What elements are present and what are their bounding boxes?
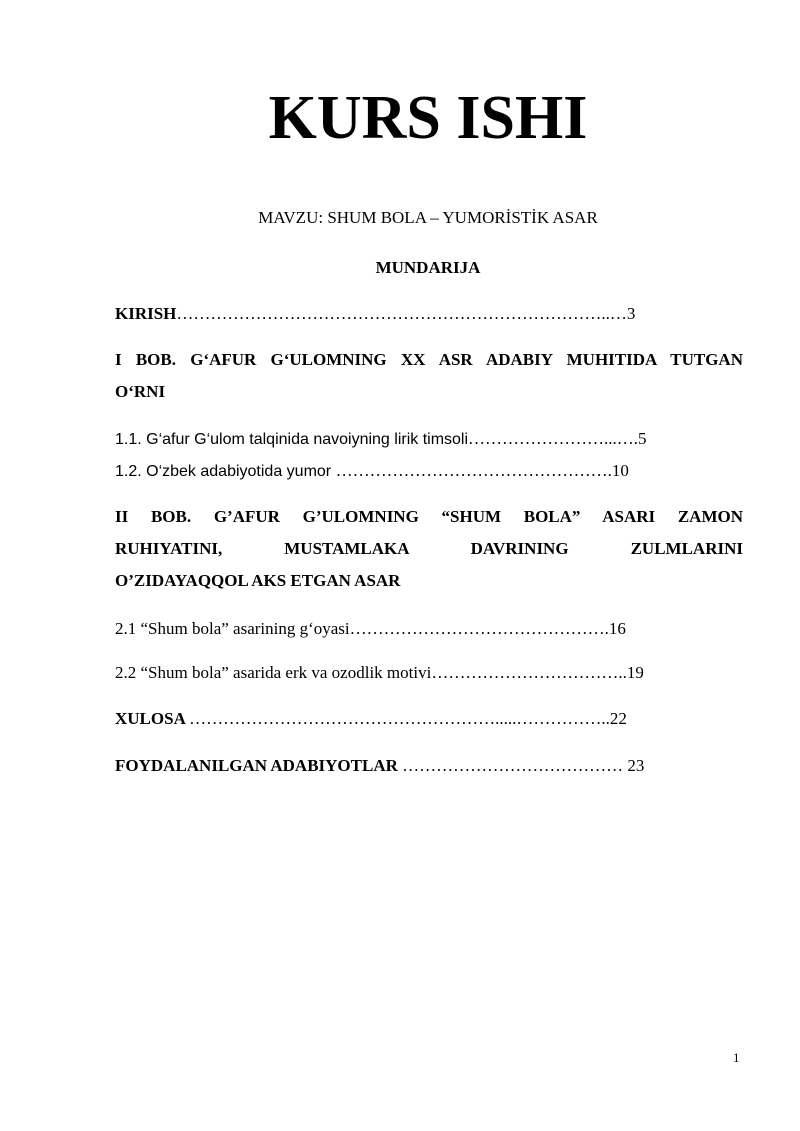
page-number: 1: [733, 1050, 740, 1065]
toc-chapter-2: [115, 501, 743, 597]
toc-entry-conclusion: [115, 707, 627, 731]
toc-entry-dots: ………………………………………….: [335, 461, 612, 480]
toc-entry-dots: ……………………………………………….....……………..: [189, 709, 610, 728]
toc-chapter-line: II BOB. G’AFUR G’ULOMNING “SHUM BOLA” ASARI ZAMON: [115, 507, 743, 526]
toc-chapter-line: I BOB. G‘AFUR G‘ULOMNING XX ASR ADABIY MUHITIDA TUTGAN: [115, 350, 743, 369]
toc-entry-section-1-2: [115, 459, 629, 484]
toc-entry-dots: ……………………………..: [431, 663, 627, 682]
toc-chapter-line: O‘RNI: [115, 382, 166, 401]
toc-entry-dots: ……………………...….: [468, 429, 639, 448]
toc-entry-dots: …………………………………………………………………..…: [176, 304, 627, 323]
toc-entry-page: 22: [609, 709, 627, 728]
toc-entry-section-1-1: [115, 427, 647, 452]
toc-entry-page: 5: [638, 429, 647, 448]
toc-entry-intro: [115, 302, 635, 326]
toc-entry-page: 19: [626, 663, 644, 682]
toc-entry-label: XULOSA: [115, 709, 190, 728]
toc-heading: MUNDARIJA: [375, 258, 481, 277]
toc-entry-page: 10: [611, 461, 629, 480]
toc-entry-section-2-1: [115, 617, 626, 641]
toc-chapter-1: [115, 344, 743, 408]
toc-chapter-line: O’ZIDAYAQQOL AKS ETGAN ASAR: [115, 571, 401, 590]
toc-entry-label: 1.1. G‘afur G‘ulom talqinida navoiyning lirik timsoli: [115, 431, 469, 448]
toc-entry-label: FOYDALANILGAN ADABIYOTLAR: [115, 756, 403, 775]
toc-entry-dots: ……………………………………….: [349, 619, 609, 638]
toc-entry-page: 23: [627, 756, 645, 775]
toc-entry-label: KIRISH: [115, 304, 177, 323]
toc-chapter-line: RUHIYATINI, MUSTAMLAKA DAVRINING ZULMLARINI: [115, 539, 743, 558]
topic-line: MAVZU: SHUM BOLA – YUMORİSTİK ASAR: [258, 208, 598, 227]
toc-entry-label: 2.1 “Shum bola” asarining g‘oyasi: [115, 619, 350, 638]
toc-entry-references: [115, 754, 644, 778]
toc-entry-page: 16: [608, 619, 626, 638]
toc-entry-dots: …………………………………: [402, 756, 628, 775]
toc-entry-section-2-2: [115, 661, 644, 685]
toc-entry-page: 3: [626, 304, 636, 323]
document-title: KURS ISHI: [268, 84, 588, 152]
toc-entry-label: 2.2 “Shum bola” asarida erk va ozodlik motivi: [115, 663, 432, 682]
toc-entry-label: 1.2. O‘zbek adabiyotida yumor: [115, 463, 336, 480]
